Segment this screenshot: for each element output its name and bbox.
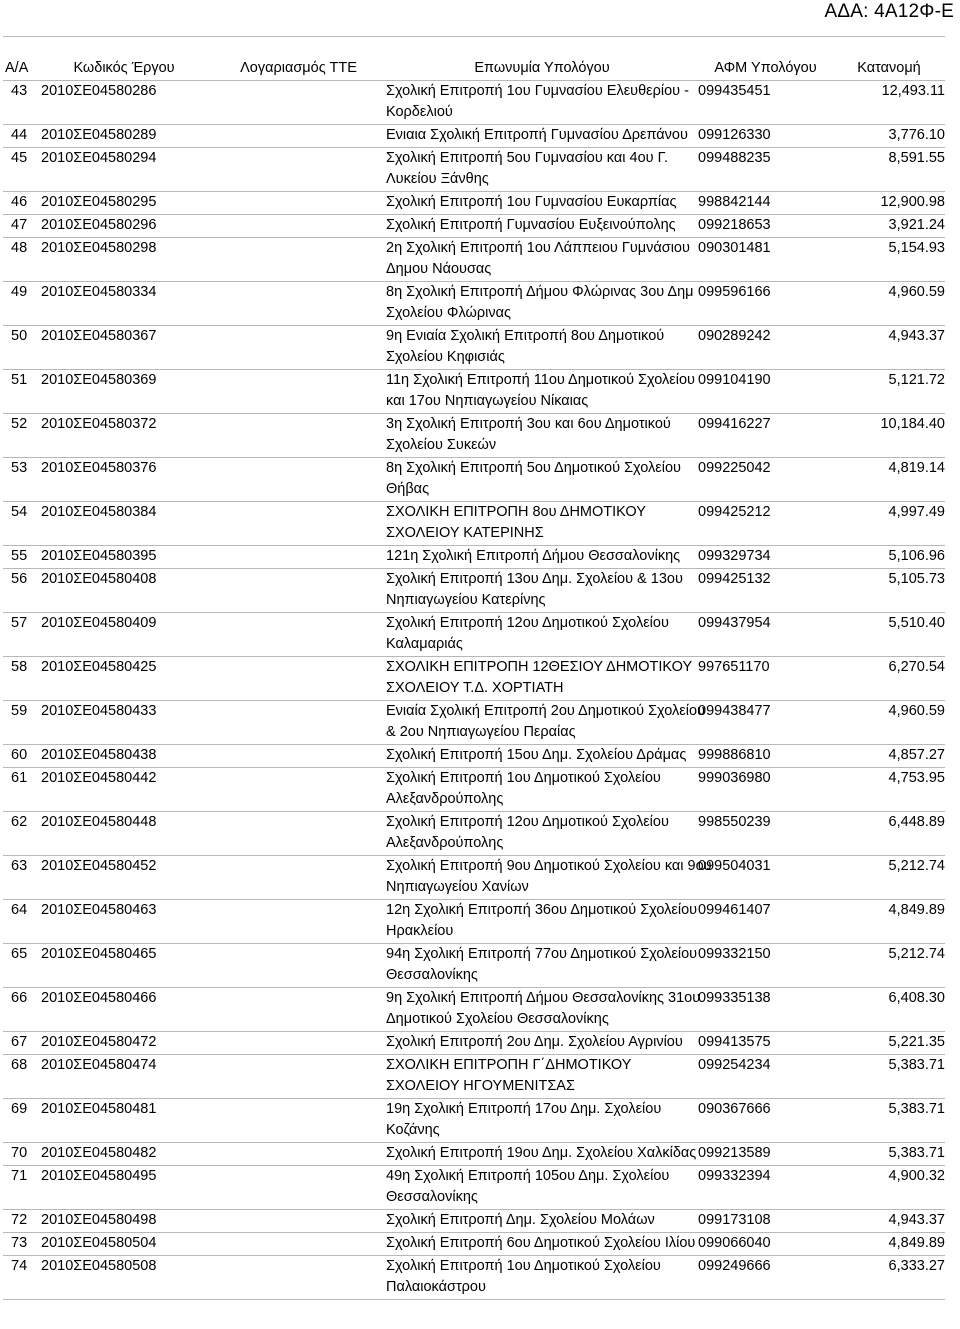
cell-account <box>211 81 386 124</box>
cell-account <box>211 458 386 501</box>
table-row <box>3 1209 945 1232</box>
cell-aa: 59 <box>11 703 28 719</box>
cell-account <box>211 1233 386 1255</box>
cell-name-line: Ενιαια Σχολική Επιτροπή Γυμνασίου Δρεπάνου <box>386 127 688 143</box>
cell-account <box>211 1032 386 1054</box>
cell-name-line: Σχολείου Συκεών <box>386 437 497 453</box>
cell-allocation: 4,960.59 <box>888 284 945 300</box>
table-row <box>3 1232 945 1255</box>
cell-allocation: 5,383.71 <box>888 1145 945 1161</box>
cell-afm: 099218653 <box>698 217 771 233</box>
cell-afm: 099225042 <box>698 460 771 476</box>
cell-account <box>211 502 386 545</box>
cell-aa: 58 <box>11 659 28 675</box>
cell-allocation: 6,333.27 <box>888 1258 945 1274</box>
cell-name-line: ΣΧΟΛΙΚΗ ΕΠΙΤΡΟΠΗ 12ΘΕΣΙΟΥ ΔΗΜΟΤΙΚΟΥ <box>386 659 693 675</box>
cell-allocation: 4,849.89 <box>888 902 945 918</box>
cell-name-line: 3η Σχολική Επιτροπή 3ου και 6ου Δημοτικού <box>386 416 671 432</box>
cell-name-line: Παλαιοκάστρου <box>386 1279 486 1295</box>
cell-aa: 54 <box>11 504 28 520</box>
cell-allocation: 5,221.35 <box>888 1034 945 1050</box>
cell-allocation: 6,448.89 <box>888 814 945 830</box>
cell-name-line: 9η Ενιαία Σχολική Επιτροπή 8ου Δημοτικού <box>386 328 665 344</box>
cell-allocation: 3,921.24 <box>888 217 945 233</box>
cell-name-line: ΣΧΟΛΕΙΟΥ ΚΑΤΕΡΙΝΗΣ <box>386 525 544 541</box>
cell-name-line: Σχολική Επιτροπή 13ου Δημ. Σχολείου & 13ου <box>386 571 683 587</box>
cell-afm: 099425212 <box>698 504 771 520</box>
cell-aa: 55 <box>11 548 28 564</box>
cell-name-line: Σχολική Επιτροπή 6ου Δημοτικού Σχολείου Ιλίου <box>386 1235 696 1251</box>
cell-allocation: 10,184.40 <box>880 416 945 432</box>
cell-name-line: Αλεξανδρούπολης <box>386 835 504 851</box>
cell-allocation: 12,493.11 <box>881 83 945 99</box>
cell-afm: 099425132 <box>698 571 771 587</box>
cell-aa: 65 <box>11 946 28 962</box>
allocation-table <box>3 36 945 1300</box>
cell-name-line: Κορδελιού <box>386 104 453 120</box>
cell-name <box>386 613 698 656</box>
cell-account <box>211 1143 386 1165</box>
cell-allocation: 5,383.71 <box>888 1101 945 1117</box>
cell-name <box>386 546 698 568</box>
cell-aa: 47 <box>11 217 28 233</box>
cell-code: 2010ΣΕ04580482 <box>41 1145 157 1161</box>
table-header <box>3 37 945 80</box>
cell-name-line: Αλεξανδρούπολης <box>386 791 504 807</box>
header-code: Κωδικός Έργου <box>73 60 175 76</box>
cell-code: 2010ΣΕ04580409 <box>41 615 157 631</box>
cell-name-line: Θήβας <box>386 481 430 497</box>
cell-name-line: Λυκείου Ξάνθης <box>386 171 489 187</box>
cell-name-line: Νηπιαγωγείου Χανίων <box>386 879 529 895</box>
cell-allocation: 5,121.72 <box>888 372 945 388</box>
cell-name-line: Καλαμαριάς <box>386 636 463 652</box>
cell-code: 2010ΣΕ04580433 <box>41 703 157 719</box>
cell-code: 2010ΣΕ04580367 <box>41 328 157 344</box>
cell-name <box>386 370 698 413</box>
cell-name <box>386 1166 698 1209</box>
cell-name-line: & 2ου Νηπιαγωγείου Περαίας <box>386 724 576 740</box>
cell-aa: 62 <box>11 814 28 830</box>
table-row <box>3 281 945 325</box>
cell-afm: 999886810 <box>698 747 771 763</box>
table-row <box>3 237 945 281</box>
table-row <box>3 612 945 656</box>
cell-name <box>386 1099 698 1142</box>
cell-allocation: 4,960.59 <box>888 703 945 719</box>
table-row <box>3 124 945 147</box>
cell-name-line: Σχολική Επιτροπή 9ου Δημοτικού Σχολείου και 9ου <box>386 858 712 874</box>
cell-allocation: 4,819.14 <box>888 460 945 476</box>
cell-aa: 74 <box>11 1258 28 1274</box>
cell-afm: 099461407 <box>698 902 771 918</box>
cell-aa: 71 <box>11 1168 28 1184</box>
cell-code: 2010ΣΕ04580298 <box>41 240 157 256</box>
cell-code: 2010ΣΕ04580438 <box>41 747 157 763</box>
cell-name-line: Δημου Νάουσας <box>386 261 492 277</box>
cell-account <box>211 1210 386 1232</box>
cell-allocation: 4,753.95 <box>888 770 945 786</box>
cell-afm: 099104190 <box>698 372 771 388</box>
cell-name <box>386 1032 698 1054</box>
cell-name-line: 94η Σχολική Επιτροπή 77ου Δημοτικού Σχολείου <box>386 946 698 962</box>
cell-code: 2010ΣΕ04580448 <box>41 814 157 830</box>
cell-allocation: 5,212.74 <box>888 946 945 962</box>
cell-aa: 72 <box>11 1212 28 1228</box>
cell-afm: 099596166 <box>698 284 771 300</box>
cell-name-line: Σχολική Επιτροπή 1ου Γυμνασίου Ελευθερίου - <box>386 83 689 99</box>
cell-account <box>211 215 386 237</box>
cell-allocation: 4,900.32 <box>888 1168 945 1184</box>
cell-name <box>386 326 698 369</box>
cell-name-line: 121η Σχολική Επιτροπή Δήμου Θεσσαλονίκης <box>386 548 681 564</box>
cell-code: 2010ΣΕ04580463 <box>41 902 157 918</box>
cell-code: 2010ΣΕ04580495 <box>41 1168 157 1184</box>
header-allocation: Κατανομή <box>857 60 921 76</box>
cell-code: 2010ΣΕ04580376 <box>41 460 157 476</box>
table-row <box>3 700 945 744</box>
cell-account <box>211 192 386 214</box>
cell-name-line: Σχολική Επιτροπή 12ου Δημοτικού Σχολείου <box>386 814 669 830</box>
cell-aa: 68 <box>11 1057 28 1073</box>
cell-account <box>211 613 386 656</box>
cell-code: 2010ΣΕ04580395 <box>41 548 157 564</box>
cell-account <box>211 148 386 191</box>
cell-code: 2010ΣΕ04580498 <box>41 1212 157 1228</box>
table-row <box>3 501 945 545</box>
cell-code: 2010ΣΕ04580504 <box>41 1235 157 1251</box>
cell-code: 2010ΣΕ04580452 <box>41 858 157 874</box>
cell-afm: 090289242 <box>698 328 771 344</box>
cell-name-line: 11η Σχολική Επιτροπή 11ου Δημοτικού Σχολείου <box>386 372 695 388</box>
cell-code: 2010ΣΕ04580369 <box>41 372 157 388</box>
cell-name-line: Δημοτικού Σχολείου Θεσσαλονίκης <box>386 1011 609 1027</box>
cell-name <box>386 1233 698 1255</box>
cell-aa: 56 <box>11 571 28 587</box>
cell-account <box>211 1256 386 1299</box>
cell-code: 2010ΣΕ04580474 <box>41 1057 157 1073</box>
cell-name-line: Σχολική Επιτροπή 1ου Δημοτικού Σχολείου <box>386 770 661 786</box>
cell-allocation: 5,383.71 <box>888 1057 945 1073</box>
table-row <box>3 943 945 987</box>
cell-aa: 43 <box>11 83 28 99</box>
cell-aa: 60 <box>11 747 28 763</box>
cell-aa: 51 <box>11 372 28 388</box>
cell-name-line: Σχολική Επιτροπή 12ου Δημοτικού Σχολείου <box>386 615 669 631</box>
cell-name <box>386 701 705 744</box>
cell-account <box>211 125 386 147</box>
cell-name-line: ΣΧΟΛΙΚΗ ΕΠΙΤΡΟΠΗ 8ου ΔΗΜΟΤΙΚΟΥ <box>386 504 646 520</box>
cell-name-line: ΣΧΟΛΕΙΟΥ ΗΓΟΥΜΕΝΙΤΣΑΣ <box>386 1078 575 1094</box>
cell-allocation: 5,106.96 <box>888 548 945 564</box>
table-row <box>3 191 945 214</box>
cell-name <box>386 282 698 325</box>
table-row <box>3 987 945 1031</box>
table-row <box>3 568 945 612</box>
cell-account <box>211 988 386 1031</box>
table-row <box>3 767 945 811</box>
cell-aa: 44 <box>11 127 28 143</box>
cell-afm: 090367666 <box>698 1101 771 1117</box>
cell-aa: 49 <box>11 284 28 300</box>
cell-name-line: 2η Σχολική Επιτροπή 1ου Λάππειου Γυμνάσιου <box>386 240 690 256</box>
cell-allocation: 3,776.10 <box>888 127 945 143</box>
cell-account <box>211 238 386 281</box>
cell-afm: 997651170 <box>698 659 770 675</box>
cell-account <box>211 282 386 325</box>
cell-afm: 099173108 <box>698 1212 771 1228</box>
cell-account <box>211 944 386 987</box>
table-row <box>3 325 945 369</box>
cell-code: 2010ΣΕ04580442 <box>41 770 157 786</box>
cell-account <box>211 768 386 811</box>
cell-name <box>386 745 698 767</box>
cell-afm: 099437954 <box>698 615 771 631</box>
header-aa: Α/Α <box>5 60 29 76</box>
cell-name <box>386 215 698 237</box>
cell-name-line: Σχολείου Φλώρινας <box>386 305 511 321</box>
cell-name-line: και 17ου Νηπιαγωγείου Νίκαιας <box>386 393 589 409</box>
cell-name-line: 49η Σχολική Επιτροπή 105ου Δημ. Σχολείου <box>386 1168 670 1184</box>
header-name: Επωνυμία Υπολόγου <box>474 60 610 76</box>
cell-afm: 099332394 <box>698 1168 771 1184</box>
cell-name-line: Σχολική Επιτροπή 1ου Δημοτικού Σχολείου <box>386 1258 661 1274</box>
cell-aa: 50 <box>11 328 28 344</box>
cell-name-line: Σχολική Επιτροπή 19ου Δημ. Σχολείου Χαλκίδας <box>386 1145 697 1161</box>
cell-aa: 57 <box>11 615 28 631</box>
cell-allocation: 4,857.27 <box>888 747 945 763</box>
cell-code: 2010ΣΕ04580295 <box>41 194 157 210</box>
header-afm: ΑΦΜ Υπολόγου <box>714 60 817 76</box>
cell-allocation: 4,997.49 <box>888 504 945 520</box>
cell-afm: 099213589 <box>698 1145 771 1161</box>
cell-account <box>211 326 386 369</box>
cell-account <box>211 657 386 700</box>
cell-name-line: Σχολική Επιτροπή 15ου Δημ. Σχολείου Δράμας <box>386 747 687 763</box>
cell-aa: 53 <box>11 460 28 476</box>
cell-allocation: 5,105.73 <box>888 571 945 587</box>
cell-afm: 099332150 <box>698 946 771 962</box>
cell-account <box>211 414 386 457</box>
table-row <box>3 1098 945 1142</box>
cell-afm: 099329734 <box>698 548 771 564</box>
table-row <box>3 656 945 700</box>
cell-allocation: 6,408.30 <box>888 990 945 1006</box>
cell-code: 2010ΣΕ04580384 <box>41 504 157 520</box>
cell-code: 2010ΣΕ04580472 <box>41 1034 157 1050</box>
cell-name-line: 12η Σχολική Επιτροπή 36ου Δημοτικού Σχολείου <box>386 902 698 918</box>
cell-code: 2010ΣΕ04580286 <box>41 83 157 99</box>
table-row <box>3 147 945 191</box>
cell-account <box>211 370 386 413</box>
table-row <box>3 1142 945 1165</box>
cell-allocation: 8,591.55 <box>888 150 945 166</box>
cell-code: 2010ΣΕ04580465 <box>41 946 157 962</box>
cell-aa: 66 <box>11 990 28 1006</box>
cell-afm: 998550239 <box>698 814 771 830</box>
table-row <box>3 1165 945 1209</box>
cell-account <box>211 701 386 744</box>
table-row <box>3 855 945 899</box>
cell-name-line: Θεσσαλονίκης <box>386 967 478 983</box>
cell-code: 2010ΣΕ04580408 <box>41 571 157 587</box>
table-row <box>3 1054 945 1098</box>
cell-name <box>386 148 698 191</box>
cell-name-line: Σχολείου Κηφισιάς <box>386 349 505 365</box>
cell-aa: 73 <box>11 1235 28 1251</box>
table-row <box>3 1255 945 1300</box>
cell-name-line: Κοζάνης <box>386 1122 440 1138</box>
cell-code: 2010ΣΕ04580425 <box>41 659 157 675</box>
header-account: Λογαριασμός ΤΤΕ <box>240 60 357 76</box>
table-row <box>3 457 945 501</box>
cell-aa: 52 <box>11 416 28 432</box>
cell-name-line: Ενιαία Σχολική Επιτροπή 2ου Δημοτικού Σχολείου <box>386 703 705 719</box>
cell-name <box>386 569 698 612</box>
cell-account <box>211 1055 386 1098</box>
cell-name-line: Σχολική Επιτροπή Δημ. Σχολείου Μολάων <box>386 1212 655 1228</box>
cell-name-line: Σχολική Επιτροπή 5ου Γυμνασίου και 4ου Γ. <box>386 150 669 166</box>
cell-code: 2010ΣΕ04580294 <box>41 150 157 166</box>
table-row <box>3 899 945 943</box>
cell-afm: 090301481 <box>698 240 771 256</box>
table-row <box>3 744 945 767</box>
cell-name <box>386 81 698 124</box>
cell-afm: 099254234 <box>698 1057 771 1073</box>
cell-name <box>386 900 698 943</box>
cell-name-line: Σχολική Επιτροπή Γυμνασίου Ευξεινούπολης <box>386 217 676 233</box>
cell-afm: 999036980 <box>698 770 771 786</box>
table-row <box>3 545 945 568</box>
cell-aa: 45 <box>11 150 28 166</box>
table-row <box>3 1031 945 1054</box>
cell-name <box>386 1055 698 1098</box>
cell-name-line: 19η Σχολική Επιτροπή 17ου Δημ. Σχολείου <box>386 1101 662 1117</box>
cell-code: 2010ΣΕ04580481 <box>41 1101 157 1117</box>
cell-afm: 099126330 <box>698 127 771 143</box>
cell-afm: 099416227 <box>698 416 771 432</box>
cell-name-line: 8η Σχολική Επιτροπή 5ου Δημοτικού Σχολείου <box>386 460 681 476</box>
cell-afm: 099504031 <box>698 858 771 874</box>
cell-code: 2010ΣΕ04580289 <box>41 127 157 143</box>
cell-account <box>211 569 386 612</box>
cell-code: 2010ΣΕ04580466 <box>41 990 157 1006</box>
cell-name <box>386 1143 698 1165</box>
cell-afm: 099335138 <box>698 990 771 1006</box>
cell-allocation: 4,943.37 <box>888 328 945 344</box>
cell-aa: 61 <box>11 770 28 786</box>
cell-name <box>386 988 701 1031</box>
cell-name <box>386 812 698 855</box>
cell-code: 2010ΣΕ04580372 <box>41 416 157 432</box>
cell-allocation: 5,154.93 <box>888 240 945 256</box>
cell-name-line: Σχολική Επιτροπή 2ου Δημ. Σχολείου Αγρινίου <box>386 1034 683 1050</box>
table-row <box>3 80 945 124</box>
cell-account <box>211 856 386 899</box>
cell-account <box>211 745 386 767</box>
cell-account <box>211 812 386 855</box>
cell-afm: 099249666 <box>698 1258 771 1274</box>
cell-name-line: Ηρακλείου <box>386 923 454 939</box>
cell-aa: 63 <box>11 858 28 874</box>
table-row <box>3 369 945 413</box>
cell-name-line: 8η Σχολική Επιτροπή Δήμου Φλώρινας 3ου Δημ <box>386 284 694 300</box>
cell-name <box>386 657 698 700</box>
cell-aa: 64 <box>11 902 28 918</box>
table-row <box>3 413 945 457</box>
cell-allocation: 5,212.74 <box>888 858 945 874</box>
cell-afm: 099413575 <box>698 1034 771 1050</box>
cell-afm: 099488235 <box>698 150 771 166</box>
cell-name-line: Σχολική Επιτροπή 1ου Γυμνασίου Ευκαρπίας <box>386 194 677 210</box>
cell-name <box>386 768 698 811</box>
cell-code: 2010ΣΕ04580296 <box>41 217 157 233</box>
cell-name <box>386 944 698 987</box>
cell-aa: 67 <box>11 1034 28 1050</box>
cell-name-line: ΣΧΟΛΕΙΟΥ Τ.Δ. ΧΟΡΤΙΑΤΗ <box>386 680 564 696</box>
cell-name <box>386 458 698 501</box>
ada-watermark: ΑΔΑ: 4Α12Φ-Ε <box>824 1 954 22</box>
cell-allocation: 4,849.89 <box>888 1235 945 1251</box>
table-body <box>3 80 945 1300</box>
cell-name <box>386 125 698 147</box>
cell-name <box>386 502 698 545</box>
cell-name <box>386 192 698 214</box>
cell-aa: 70 <box>11 1145 28 1161</box>
cell-afm: 099435451 <box>698 83 771 99</box>
cell-allocation: 5,510.40 <box>888 615 945 631</box>
cell-name-line: 9η Σχολική Επιτροπή Δήμου Θεσσαλονίκης 31ου <box>386 990 701 1006</box>
cell-allocation: 4,943.37 <box>888 1212 945 1228</box>
table-row <box>3 214 945 237</box>
cell-name <box>386 1210 698 1232</box>
cell-code: 2010ΣΕ04580508 <box>41 1258 157 1274</box>
cell-afm: 099438477 <box>698 703 771 719</box>
cell-account <box>211 1099 386 1142</box>
cell-account <box>211 900 386 943</box>
cell-name <box>386 1256 698 1299</box>
cell-aa: 48 <box>11 240 28 256</box>
cell-afm: 998842144 <box>698 194 771 210</box>
cell-afm: 099066040 <box>698 1235 771 1251</box>
cell-aa: 46 <box>11 194 28 210</box>
cell-allocation: 12,900.98 <box>880 194 945 210</box>
cell-allocation: 6,270.54 <box>888 659 945 675</box>
cell-name-line: Θεσσαλονίκης <box>386 1189 478 1205</box>
cell-name <box>386 414 698 457</box>
cell-code: 2010ΣΕ04580334 <box>41 284 157 300</box>
cell-name-line: ΣΧΟΛΙΚΗ ΕΠΙΤΡΟΠΗ Γ΄ΔΗΜΟΤΙΚΟΥ <box>386 1057 632 1073</box>
cell-account <box>211 1166 386 1209</box>
cell-name-line: Νηπιαγωγείου Κατερίνης <box>386 592 546 608</box>
cell-name <box>386 238 698 281</box>
table-row <box>3 811 945 855</box>
cell-name <box>386 856 712 899</box>
cell-aa: 69 <box>11 1101 28 1117</box>
cell-account <box>211 546 386 568</box>
